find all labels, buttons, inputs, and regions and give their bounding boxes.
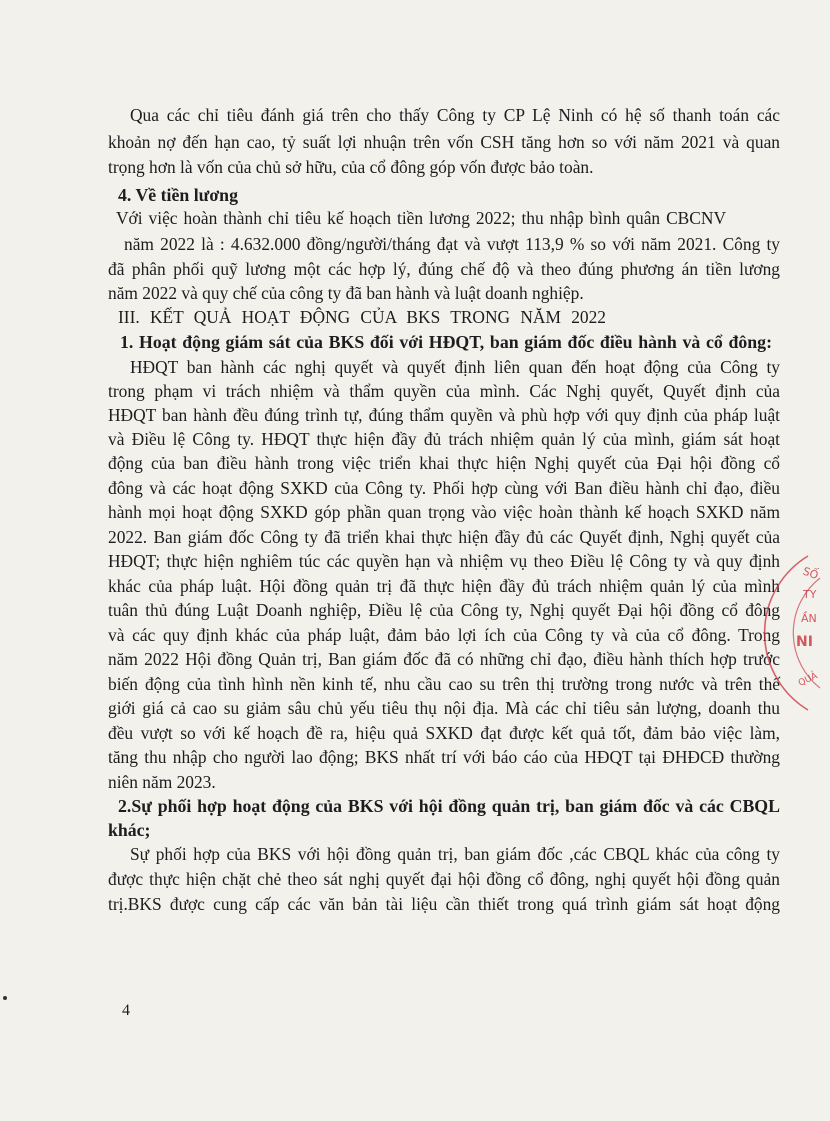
- paragraph-line: HĐQT ban hành đều đúng trình tự, đúng thẩm quyền và phù hợp với quy định của pháp luật: [108, 405, 780, 425]
- paragraph-line: năm 2022 Hội đồng Quản trị, Ban giám đốc đã có những chỉ đạo, điều hành thích hợp trước: [108, 649, 780, 669]
- paragraph-line: trị.BKS được cung cấp các văn bản tài liệu cần thiết trong quá trình giám sát hoạt động: [108, 894, 780, 914]
- paragraph-line: Với việc hoàn thành chỉ tiêu kế hoạch tiền lương 2022; thu nhập bình quân CBCNV: [116, 208, 726, 228]
- paragraph-line: giới giá cả cao su giảm sâu chủ yếu tiêu thụ nội địa. Mà các chỉ tiêu sản lượng, doanh thu: [108, 698, 780, 718]
- paragraph-line: 2022. Ban giám đốc Công ty đã triển khai thực hiện đầy đủ các Quyết định, Nghị quyết của: [108, 527, 780, 547]
- subsection-heading: khác;: [108, 820, 151, 840]
- paragraph-line: năm 2022 là : 4.632.000 đồng/người/tháng đạt và vượt 113,9 % so với năm 2021. Công ty: [124, 234, 780, 254]
- seal-text-fragment: TY: [803, 588, 817, 601]
- paragraph-line: HĐQT ban hành các nghị quyết và quyết định liên quan đến hoạt động của Công ty: [130, 357, 780, 377]
- paragraph-line: hành mọi hoạt động SXKD góp phần quan trọng vào việc hoàn thành kế hoạch SXKD năm: [108, 502, 780, 522]
- paragraph-line: Qua các chỉ tiêu đánh giá trên cho thấy Công ty CP Lệ Ninh có hệ số thanh toán các: [130, 105, 780, 125]
- paragraph-line: và Điều lệ Công ty. HĐQT thực hiện đầy đủ trách nhiệm quản lý của mình, giám sát hoạt: [108, 429, 780, 449]
- page-number: 4: [122, 1002, 130, 1019]
- paragraph-line: khác của pháp luật. Hội đồng quản trị đã thực hiện đầy đủ trách nhiệm quản lý của mình: [108, 576, 780, 596]
- paragraph-line: HĐQT; thực hiện nghiêm túc các quyền hạn và nhiệm vụ theo Điều lệ Công ty và quy định: [108, 551, 780, 571]
- paragraph-line: khoản nợ đến hạn cao, tỷ suất lợi nhuận trên vốn CSH tăng hơn so với năm 2021 và quan: [108, 132, 780, 152]
- paragraph-line: trọng hơn là vốn của chủ sở hữu, của cổ đông góp vốn được bảo toàn.: [108, 157, 594, 177]
- paragraph-line: trong phạm vi trách nhiệm và thẩm quyền của mình. Các Nghị quyết, Quyết định của: [108, 381, 780, 401]
- paragraph-line: đông và các hoạt động SXKD của Công ty. Phối hợp cùng với Ban điều hành chỉ đạo, điều: [108, 478, 780, 498]
- seal-text-fragment: ẦN: [801, 612, 817, 625]
- paragraph-line: động của ban điều hành trong việc triển khai thực hiện Nghị quyết của Đại hội đồng cổ: [108, 453, 780, 473]
- scan-speck: [3, 996, 7, 1000]
- paragraph-line: đều vượt so với kế hoạch đề ra, hiệu quả SXKD đạt được kết quả tốt, đảm bảo việc làm,: [108, 723, 780, 743]
- section-heading: 4. Về tiền lương: [118, 185, 238, 205]
- seal-text-fragment: NI: [796, 634, 813, 650]
- paragraph-line: tuân thủ đúng Luật Doanh nghiệp, Điều lệ của Công ty, Nghị quyết Đại hội đồng cổ đông: [108, 600, 780, 620]
- section-heading: III. KẾT QUẢ HOẠT ĐỘNG CỦA BKS TRONG NĂM 2022: [118, 307, 606, 327]
- paragraph-line: tăng thu nhập cho người lao động; BKS nhất trí với báo cáo của HĐQT tại ĐHĐCĐ thường: [108, 747, 780, 767]
- paragraph-line: Sự phối hợp của BKS với hội đồng quản trị, ban giám đốc ,các CBQL khác của công ty: [130, 844, 780, 864]
- subsection-heading: 1. Hoạt động giám sát của BKS đối với HĐQT, ban giám đốc điều hành và cổ đông:: [120, 332, 772, 352]
- paragraph-line: biến động của tình hình nền kinh tế, nhu cầu cao su trên thị trường trong nước và trên thế: [108, 674, 780, 694]
- company-seal-stamp: [790, 548, 830, 718]
- paragraph-line: niên năm 2023.: [108, 772, 216, 792]
- paragraph-line: năm 2022 và quy chế của công ty đã ban hành và luật doanh nghiệp.: [108, 283, 584, 303]
- paragraph-line: được thực hiện chặt chẻ theo sát nghị quyết đại hội đồng cổ đông, nghị quyết hội đồng quản: [108, 869, 780, 889]
- paragraph-line: và các quy định khác của pháp luật, đảm bảo lợi ích của Công ty và của cổ đông. Trong: [108, 625, 780, 645]
- subsection-heading: 2.Sự phối hợp hoạt động của BKS với hội đồng quản trị, ban giám đốc và các CBQL: [118, 796, 780, 816]
- seal-text-fragment: SỐ: [800, 564, 821, 583]
- paragraph-line: đã phân phối quỹ lương một các hợp lý, đúng chế độ và theo đúng phương án tiền lương: [108, 259, 780, 279]
- seal-text-fragment: QUẢ: [797, 671, 820, 689]
